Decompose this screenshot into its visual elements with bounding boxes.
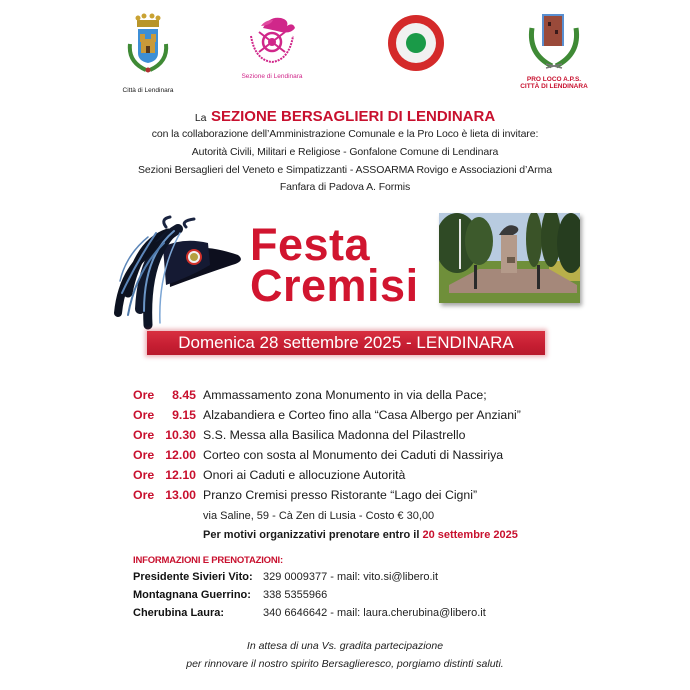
tower-wreath-icon xyxy=(518,12,590,70)
intro-line: Fanfara di Padova A. Formis xyxy=(279,181,411,193)
program-time: 12.10 xyxy=(165,468,196,482)
intro-line: con la collaborazione dell’Amministrazione Comunale e la Pro Loco è lieta di invitare: xyxy=(151,128,539,140)
contact-name: Montagnana Guerrino: xyxy=(133,589,251,601)
closing-line: In attesa di una Vs. gradita partecipazione xyxy=(246,640,444,652)
logo-caption-line1: PRO LOCO A.P.S. xyxy=(526,76,582,83)
logo-associazione-bersaglieri xyxy=(237,14,307,82)
program-label: Ore xyxy=(133,408,155,422)
program-desc: Onori ai Caduti e allocuzione Autorità xyxy=(203,468,406,482)
booking-deadline: 20 settembre 2025 xyxy=(422,529,518,541)
monument-photo xyxy=(439,213,580,303)
program-desc: Ammassamento zona Monumento in via della Pace; xyxy=(203,388,487,402)
booking-notice xyxy=(203,529,518,541)
organizer-name: SEZIONE BERSAGLIERI DI LENDINARA xyxy=(210,108,496,125)
logo-citta-lendinara xyxy=(118,12,178,92)
logo-pro-loco xyxy=(518,12,590,92)
bersagliere-hat-icon xyxy=(108,213,248,338)
contact-info: 338 5355966 xyxy=(263,589,328,601)
monument-park-image xyxy=(439,213,580,303)
organizer-prefix: La xyxy=(194,112,207,124)
program-desc: Alzabandiera e Corteo fino alla “Casa Albergo per Anziani” xyxy=(203,408,521,422)
closing-line: per rinnovare il nostro spirito Bersaglieresco, porgiamo distinti saluti. xyxy=(186,658,504,670)
logo-caption-line2: CITTÀ DI LENDINARA xyxy=(520,83,588,90)
event-title-line1: Festa xyxy=(250,219,371,270)
contact-info: 329 0009377 - mail: vito.si@libero.it xyxy=(263,571,439,583)
contact-name: Cherubina Laura: xyxy=(133,607,225,619)
program-time: 9.15 xyxy=(172,408,196,422)
logo-caption: Sezione di Lendinara xyxy=(241,73,303,80)
program-label: Ore xyxy=(133,488,155,502)
event-title-line2: Cremisi xyxy=(250,260,419,311)
tricolor-cockade-icon xyxy=(387,14,445,72)
bersagliere-hat-illustration xyxy=(108,213,248,338)
program-time: 8.45 xyxy=(172,388,196,402)
event-title xyxy=(250,219,419,311)
date-banner: Domenica 28 settembre 2025 - LENDINARA xyxy=(147,331,545,355)
bersaglieri-emblem-icon xyxy=(237,14,307,66)
intro-line: Sezioni Bersaglieri del Veneto e Simpatizzanti - ASSOARMA Rovigo e Associazioni d’Arma xyxy=(138,164,552,176)
logo-caption: Città di Lendinara xyxy=(122,87,174,94)
program-time: 10.30 xyxy=(165,428,196,442)
program-time: 13.00 xyxy=(165,488,196,502)
program-desc: S.S. Messa alla Basilica Madonna del Pilastrello xyxy=(203,428,466,442)
coat-of-arms-icon xyxy=(118,12,178,80)
contact-name: Presidente Sivieri Vito: xyxy=(133,571,253,583)
contacts-heading: INFORMAZIONI E PRENOTAZIONI: xyxy=(133,555,283,566)
lunch-address: via Saline, 59 - Cà Zen di Lusia - Costo € 30,00 xyxy=(203,510,435,522)
logo-coccarda-tricolore xyxy=(387,14,445,72)
program-desc: Corteo con sosta al Monumento dei Caduti di Nassiriya xyxy=(203,448,504,462)
program-label: Ore xyxy=(133,388,155,402)
booking-text: Per motivi organizzativi prenotare entro il xyxy=(203,529,420,541)
program-desc: Pranzo Cremisi presso Ristorante “Lago dei Cigni” xyxy=(203,488,478,502)
intro-line: Autorità Civili, Militari e Religiose - Gonfalone Comune di Lendinara xyxy=(191,146,499,158)
program-label: Ore xyxy=(133,468,155,482)
program-label: Ore xyxy=(133,428,155,442)
program-time: 12.00 xyxy=(165,448,196,462)
organizer-line xyxy=(0,108,690,126)
program-label: Ore xyxy=(133,448,155,462)
contact-info: 340 6646642 - mail: laura.cherubina@libero.it xyxy=(263,607,486,619)
